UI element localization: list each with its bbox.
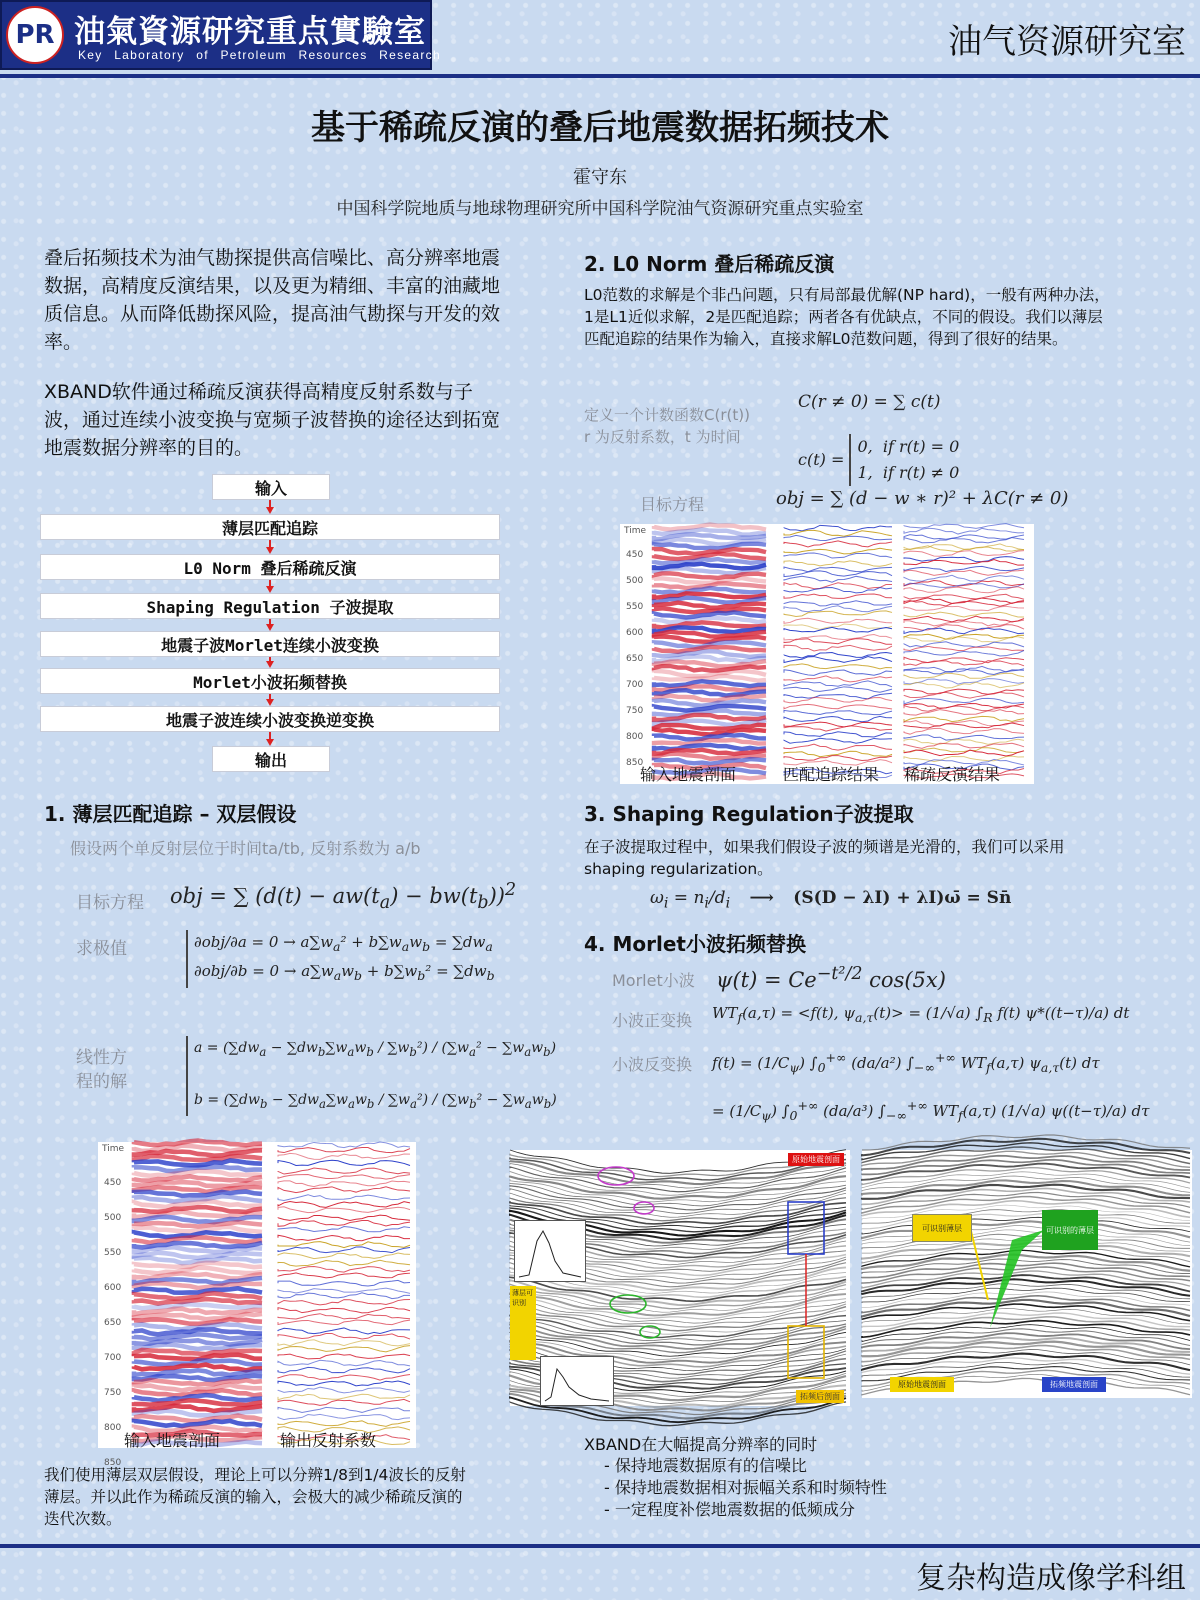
- reflector-trace: [784, 732, 892, 737]
- count-function-equation: C(r ≠ 0) = ∑ c(t): [798, 392, 941, 412]
- fig1-caption-right: 输出反射系数: [280, 1431, 377, 1450]
- lab-name: 油气资源研究室: [948, 22, 1186, 62]
- section-1-conclusion: 我们使用薄层双层假设，理论上可以分辨1/8到1/4波长的反射薄层。并以此作为稀疏反演的输入，会极大的减少稀疏反演的迭代次数。: [44, 1466, 466, 1528]
- reflector-trace: [278, 1242, 410, 1248]
- reflector-trace: [278, 1354, 410, 1359]
- reflector-trace: [278, 1267, 410, 1273]
- time-tick-label: 550: [626, 602, 644, 612]
- reflector-trace: [784, 681, 892, 687]
- reflector-trace: [784, 710, 892, 714]
- reflector-trace: [904, 524, 1024, 529]
- flow-step: L0 Norm 叠后稀疏反演: [40, 554, 500, 580]
- reflector-trace: [278, 1253, 410, 1259]
- header-divider: [0, 74, 1200, 78]
- reflector-trace: [278, 1235, 410, 1240]
- spectrum-inset-1: [514, 1220, 586, 1282]
- reflector-trace: [904, 728, 1024, 734]
- flow-arrow-icon: [266, 739, 274, 746]
- forward-transform-label: 小波正变换: [612, 1011, 693, 1030]
- summary-list: [604, 1455, 887, 1521]
- reflector-trace: [278, 1174, 410, 1179]
- section-4-heading: 4. Morlet小波拓频替换: [584, 932, 806, 956]
- seismic-band: [134, 1192, 262, 1196]
- reflector-trace: [278, 1187, 410, 1193]
- shaping-equation: $\omega_i = n_i/d_i$ ⟶ (S(D − λI) + λI)ω̄ = Sn̄: [650, 888, 1012, 912]
- reflector-trace: [784, 541, 892, 547]
- extremum-equations: $\partial obj/\partial a = 0 \to a\sum w_a^2 + b\sum w_aw_b = \sum dw_a$ $\partial obj/\partial b = 0 \to a\sum w_aw_b + b\sum w_b^2 = \sum dw_b$: [186, 930, 495, 988]
- reflector-trace: [278, 1153, 410, 1159]
- reflector-trace: [904, 538, 1024, 543]
- indicator-equation: c(t) = 0, if r(t) = 0 1, if r(t) ≠ 0: [798, 434, 959, 486]
- flow-arrow-line: [269, 500, 271, 507]
- section-1-objective-label: 目标方程: [76, 893, 144, 913]
- flow-step-output: 输出: [212, 746, 330, 772]
- reflector-trace: [784, 670, 892, 676]
- reflector-trace: [278, 1181, 410, 1187]
- time-tick-label: 650: [104, 1318, 122, 1328]
- footer-divider: [0, 1544, 1200, 1548]
- reflector-trace: [278, 1300, 410, 1305]
- reflector-trace: [904, 566, 1024, 571]
- section-2-text: L0范数的求解是个非凸问题，只有局部最优解(NP hard)，一般有两种办法，1是L1近似求解，2是匹配追踪；两者各有优缺点，不同的假设。我们以薄层匹配追踪的结果作为输入，直接求解L0范数问题，得到了很好的结果。: [584, 286, 1110, 348]
- time-tick-label: 700: [626, 680, 644, 690]
- time-tick-label: 700: [104, 1353, 122, 1363]
- seismic-band: [654, 676, 766, 681]
- reflector-trace: [278, 1367, 410, 1372]
- seismic-band: [654, 608, 766, 612]
- reflector-trace: [278, 1414, 410, 1419]
- reflector-trace: [784, 567, 892, 572]
- linear-solution-label: 线性方 程的解: [76, 1048, 127, 1092]
- result-figure-left: [510, 1150, 850, 1406]
- reflector-trace: [278, 1288, 410, 1293]
- reflector-trace: [784, 704, 892, 709]
- time-tick-label: 800: [626, 732, 644, 742]
- section-1-figure: [98, 1142, 416, 1468]
- reflector-trace: [278, 1260, 410, 1266]
- reflector-trace: [904, 625, 1024, 630]
- morlet-equation: $\psi(t) = Ce^{-t^2/2}$ cos(5x): [716, 964, 946, 992]
- intro-paragraph-1: 叠后拓频技术为油气勘探提供高信噪比、高分辨率地震数据，高精度反演结果，以及更为精细、丰富的油藏地质信息。从而降低勘探风险，提高油气勘探与开发的效率。: [44, 247, 501, 353]
- definition-line-2: r 为反射系数，t 为时间: [584, 428, 741, 446]
- reflector-trace: [784, 618, 892, 623]
- fig2-caption-3: 稀疏反演结果: [904, 765, 1001, 784]
- reflector-trace: [278, 1387, 410, 1393]
- time-tick-label: 450: [104, 1178, 122, 1188]
- result-seismic-right: [862, 1150, 1192, 1398]
- tag-broadband-right: 拓频地震剖面: [1042, 1377, 1106, 1392]
- reflector-trace: [904, 723, 1024, 728]
- reflector-trace: [278, 1273, 410, 1278]
- flow-arrow-line: [269, 732, 271, 739]
- reflector-trace: [904, 628, 1024, 634]
- flow-arrow-icon: [266, 624, 274, 631]
- reflector-trace: [904, 735, 1024, 740]
- reflector-trace: [904, 551, 1024, 557]
- time-tick-label: 650: [626, 654, 644, 664]
- reflector-trace: [278, 1220, 410, 1226]
- flow-step: 地震子波连续小波变换逆变换: [40, 706, 500, 732]
- flow-step: 地震子波Morlet连续小波变换: [40, 631, 500, 657]
- section-2-heading: 2. L0 Norm 叠后稀疏反演: [584, 252, 835, 276]
- reflector-trace: [784, 687, 892, 692]
- yellow-note-box: 可识别薄层: [912, 1214, 972, 1242]
- reflector-trace: [784, 553, 892, 558]
- reflector-trace: [784, 664, 892, 669]
- tag-original-left: 原始地震剖面: [788, 1153, 844, 1166]
- reflector-trace: [784, 576, 892, 582]
- reflector-trace: [784, 611, 892, 617]
- output-reflectivity-section: [278, 1142, 412, 1448]
- spectrum-inset-2: [540, 1356, 614, 1406]
- reflector-trace: [784, 594, 892, 598]
- section-3-heading: 3. Shaping Regulation子波提取: [584, 802, 914, 826]
- time-tick-label: 500: [104, 1213, 122, 1223]
- reflector-trace: [904, 642, 1024, 647]
- reflector-trace: [278, 1381, 410, 1386]
- reflector-trace: [278, 1346, 410, 1352]
- flow-step: 薄层匹配追踪: [40, 514, 500, 540]
- reflector-trace: [278, 1293, 410, 1299]
- morlet-label: Morlet小波: [612, 971, 695, 990]
- time-tick-label: 850: [104, 1458, 122, 1468]
- reflector-trace: [784, 583, 892, 589]
- reflector-trace: [904, 673, 1024, 678]
- seismic-band: [134, 1380, 262, 1385]
- tag-broadband-left: 拓频后剖面: [796, 1390, 844, 1403]
- reflector-trace: [278, 1421, 410, 1426]
- reflector-trace: [278, 1374, 410, 1380]
- reflector-trace: [784, 548, 892, 554]
- reflector-trace: [278, 1142, 410, 1148]
- reflector-trace: [784, 652, 892, 658]
- reflector-trace: [278, 1399, 410, 1405]
- section-1-heading: 1. 薄层匹配追踪 – 双层假设: [44, 802, 297, 826]
- tag-original-right: 原始地震剖面: [890, 1377, 954, 1392]
- reflector-trace: [904, 743, 1024, 748]
- matching-pursuit-result: [784, 526, 894, 780]
- reflector-trace: [278, 1147, 410, 1152]
- time-tick-label: 750: [104, 1388, 122, 1398]
- reflector-trace: [278, 1340, 410, 1346]
- summary-item: - 保持地震数据原有的信噪比: [604, 1456, 807, 1475]
- reflector-trace: [904, 650, 1024, 656]
- author: 霍守东: [573, 167, 627, 188]
- inverse-transform-equation-2: = $(1/C_\psi)$ $\int_0^{+\infty}$ (da/a³) $\int_{-\infty}^{+\infty}$ $WT_f(a,\tau)$ (1/√a) ψ((t−τ)/a) dτ: [712, 1098, 1150, 1123]
- flow-arrow-icon: [266, 507, 274, 514]
- reflector-trace: [904, 716, 1024, 721]
- time-tick-label: 450: [626, 550, 644, 560]
- time-axis-label: Time: [102, 1144, 125, 1154]
- seismic-band: [134, 1370, 262, 1375]
- reflector-trace: [904, 594, 1024, 599]
- seismic-band: [134, 1268, 262, 1274]
- seismic-band: [654, 745, 766, 749]
- reflector-trace: [278, 1333, 410, 1339]
- reflector-trace: [784, 697, 892, 703]
- flow-arrow-icon: [266, 699, 274, 706]
- logo-chinese-name: 油氣資源研究重点實驗室: [74, 14, 426, 50]
- fig1-caption-left: 输入地震剖面: [124, 1431, 221, 1450]
- affiliation: 中国科学院地质与地球物理研究所中国科学院油气资源研究重点实验室: [336, 199, 864, 219]
- summary-title: XBAND在大幅提高分辨率的同时: [584, 1435, 818, 1454]
- time-tick-label: 500: [626, 576, 644, 586]
- reflector-trace: [278, 1407, 410, 1412]
- reflector-trace: [784, 744, 892, 750]
- section-2-figure: [620, 524, 1034, 784]
- definition-line-1: 定义一个计数函数C(r(t)): [584, 406, 750, 424]
- reflector-trace: [904, 657, 1024, 663]
- reflector-trace: [904, 612, 1024, 617]
- inverse-transform-equation: $f(t) = (1/C_\psi)$ $\int_0^{+\infty}$ (da/a²) $\int_{-\infty}^{+\infty}$ $WT_f(a,\tau)$ $\psi_{a,\tau}(t)$ dτ: [712, 1050, 1100, 1075]
- reflector-trace: [784, 571, 892, 577]
- objective-equation-2: obj = ∑ (d − w ∗ r)² + λC(r ≠ 0): [776, 488, 1069, 509]
- flow-step-input: 输入: [212, 474, 330, 500]
- reflector-trace: [784, 530, 892, 536]
- section-2-objective-label: 目标方程: [640, 495, 705, 514]
- section-3-text: 在子波提取过程中，如果我们假设子波的频谱是光滑的，我们可以采用shaping regularization。: [584, 838, 1065, 878]
- fig2-caption-2: 匹配追踪结果: [783, 765, 880, 784]
- reflector-trace: [904, 750, 1024, 756]
- reflector-trace: [278, 1328, 410, 1334]
- time-tick-label: 550: [104, 1248, 122, 1258]
- reflector-trace: [784, 606, 892, 612]
- reflector-trace: [904, 606, 1024, 610]
- reflector-trace: [904, 598, 1024, 604]
- reflector-trace: [278, 1360, 410, 1366]
- inverse-transform-label: 小波反变换: [612, 1055, 693, 1074]
- reflector-trace: [784, 738, 892, 743]
- flow-arrow-icon: [266, 586, 274, 593]
- seismic-band: [134, 1171, 262, 1176]
- sparse-inversion-result: [904, 526, 1028, 780]
- time-axis-label-2: Time: [624, 526, 647, 536]
- time-tick-label: 800: [104, 1423, 122, 1433]
- flow-step: Morlet小波拓频替换: [40, 668, 500, 694]
- reflector-trace: [784, 525, 892, 530]
- reflector-trace: [278, 1280, 410, 1286]
- reflector-trace: [904, 557, 1024, 562]
- reflector-trace: [278, 1215, 410, 1220]
- time-tick-label: 600: [626, 628, 644, 638]
- flow-arrow-icon: [266, 547, 274, 554]
- reflector-trace: [784, 561, 892, 566]
- footer-group-name: 复杂构造成像学科组: [916, 1561, 1186, 1596]
- reflector-trace: [278, 1314, 410, 1319]
- input-seismic-section-2: [654, 526, 772, 780]
- reflector-trace: [278, 1207, 410, 1213]
- green-callout: 可识别的薄层: [1042, 1210, 1098, 1250]
- reflector-trace: [904, 698, 1024, 703]
- forward-transform-equation: $WT_f(a,\tau) = <f(t)$, $\psi_{a,\tau}(t)> = (1/√a)$ $\int_R$ f(t) ψ*((t−τ)/a) dt: [712, 1004, 1130, 1025]
- pr-logo-icon: PR: [6, 6, 64, 64]
- reflector-trace: [904, 528, 1024, 534]
- logo-english-name: Key Laboratory of Petroleum Resources Research: [78, 48, 441, 62]
- yellow-side-note: 薄层可识别: [510, 1286, 536, 1360]
- reflector-trace: [784, 645, 892, 651]
- reflector-trace: [784, 601, 892, 606]
- reflector-trace: [784, 716, 892, 721]
- reflector-trace: [784, 588, 892, 593]
- reflector-trace: [904, 692, 1024, 698]
- reflector-trace: [904, 575, 1024, 581]
- time-tick-label: 750: [626, 706, 644, 716]
- reflector-trace: [278, 1307, 410, 1313]
- reflector-trace: [278, 1394, 410, 1399]
- reflector-trace: [784, 535, 892, 540]
- summary-item: - 保持地震数据相对振幅关系和时频特性: [604, 1478, 887, 1497]
- reflector-trace: [278, 1168, 410, 1174]
- input-seismic-section: [134, 1142, 262, 1448]
- linear-solution-equations: $a = (\sum dw_a - \sum dw_b\sum w_aw_b / \sum w_b^2) / (\sum w_a^2 - \sum w_aw_b)$ $b = (\sum dw_b - \sum dw_a\sum w_aw_b / \sum w_a^2) / (\sum w_b^2 - \sum w_aw_b)$: [186, 1036, 557, 1116]
- time-tick-label: 600: [104, 1283, 122, 1293]
- time-tick-label: 850: [626, 758, 644, 768]
- flow-arrow-icon: [266, 661, 274, 668]
- reflector-trace: [278, 1227, 410, 1232]
- flow-step: Shaping Regulation 子波提取: [40, 593, 500, 619]
- reflector-trace: [278, 1160, 410, 1165]
- reflector-trace: [904, 560, 1024, 566]
- reflector-trace: [278, 1202, 410, 1208]
- reflector-trace: [784, 676, 892, 682]
- poster-title: 基于稀疏反演的叠后地震数据拓频技术: [311, 108, 889, 148]
- result-figure-right: [862, 1150, 1192, 1398]
- objective-equation-1: obj = ∑ $(d(t) - aw(t_a) - bw(t_b))^2$: [170, 880, 517, 914]
- reflector-trace: [278, 1195, 410, 1201]
- summary-item: - 一定程度补偿地震数据的低频成分: [604, 1500, 855, 1519]
- intro-paragraph-2: XBAND软件通过稀疏反演获得高精度反射系数与子波，通过连续小波变换与宽频子波替换的途径达到拓宽地震数据分辨率的目的。: [44, 381, 501, 459]
- reflector-trace: [278, 1320, 410, 1325]
- fig2-caption-1: 输入地震剖面: [640, 765, 737, 784]
- section-1-assumption: 假设两个单反射层位于时间ta/tb, 反射系数为 a/b: [70, 839, 421, 858]
- reflector-trace: [904, 646, 1024, 650]
- flow-arrow-line: [269, 540, 271, 547]
- extremum-label: 求极值: [76, 939, 127, 959]
